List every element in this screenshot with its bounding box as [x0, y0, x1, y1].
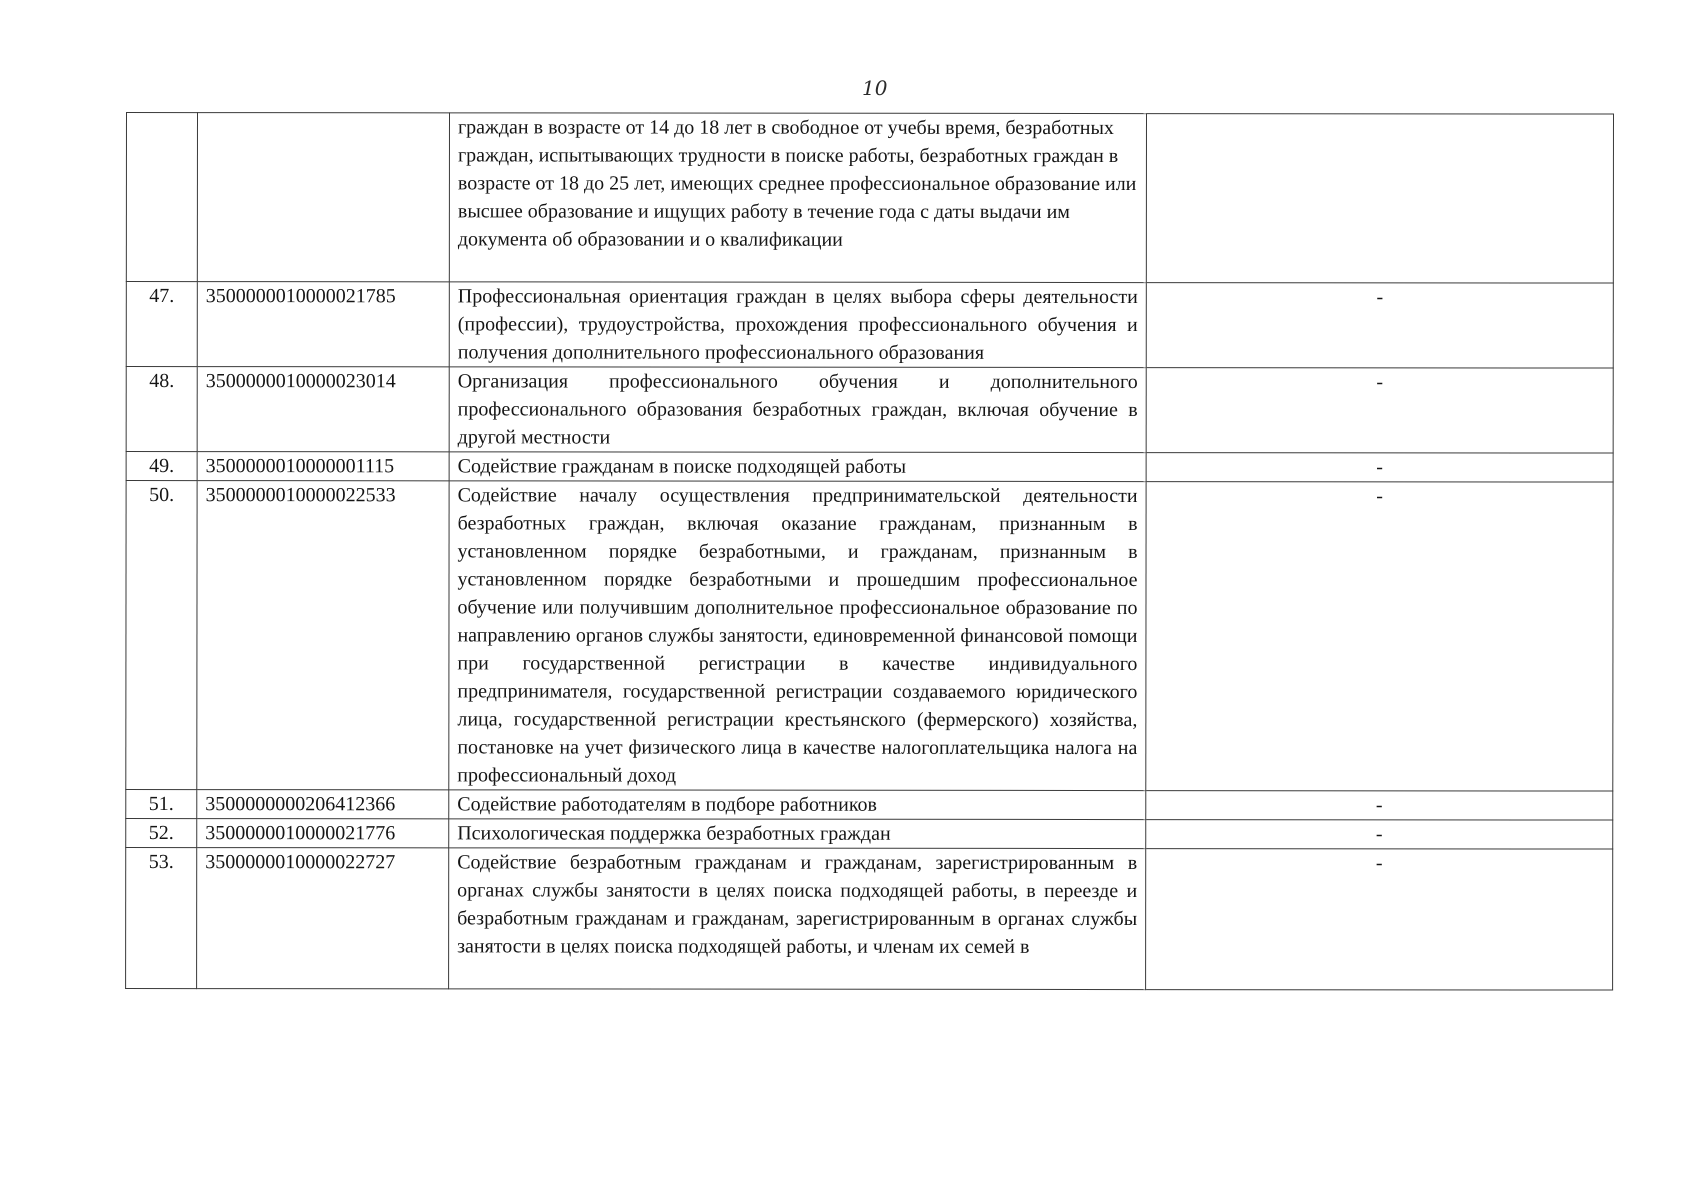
cell-note: -: [1146, 283, 1613, 368]
cell-number: 47.: [126, 282, 197, 367]
cell-number: 53.: [126, 848, 197, 989]
cell-code: 3500000010000022533: [197, 481, 449, 790]
table-row: [126, 282, 1613, 369]
cell-number: 48.: [126, 367, 197, 452]
cell-service-name: Психологическая поддержка безработных граждан: [449, 819, 1146, 849]
table-row-continuation: [126, 113, 1613, 284]
cell-note: -: [1146, 791, 1613, 820]
cell-code: 3500000010000021776: [197, 819, 449, 848]
table-row: [126, 367, 1613, 454]
table-row: [126, 481, 1613, 792]
cell-service-name: Содействие началу осуществления предпринимательской деятельности безработных граждан, включая оказание гражданам, признанным в установленном порядке безработными, и гражданам, признанным в установленном порядке безработными и прошедшим профессиональное обучение или получившим дополнительное профессиональное образование по направлению органов службы занятости, единовременной финансовой помощи при государственной регистрации в качестве индивидуального предпринимателя, государственной регистрации создаваемого юридического лица, государственной регистрации крестьянского (фермерского) хозяйства, постановке на учет физического лица в качестве налогоплательщика налога на профессиональный доход: [449, 481, 1146, 791]
cell-note: -: [1146, 368, 1613, 453]
cell-number: [126, 113, 197, 282]
cell-number: 52.: [126, 819, 197, 848]
cell-note: -: [1146, 820, 1613, 849]
cell-code: [197, 113, 449, 282]
cell-note: -: [1146, 453, 1613, 482]
cell-number: 49.: [126, 452, 197, 481]
table-row: [126, 790, 1613, 821]
cell-service-name: Профессиональная ориентация граждан в целях выбора сферы деятельности (профессии), трудоустройства, прохождения профессионального обучения и получения дополнительного профессионального образования: [449, 282, 1146, 368]
cell-note: -: [1146, 482, 1613, 791]
cell-service-name: Организация профессионального обучения и дополнительного профессионального образования безработных граждан, включая обучение в другой местности: [449, 367, 1146, 453]
table-row: [126, 819, 1613, 850]
cell-service-name: [449, 113, 1146, 283]
table-row: [126, 452, 1613, 483]
cell-number: 51.: [126, 790, 197, 819]
cell-code: 3500000010000022727: [197, 848, 449, 989]
cell-service-name: Содействие безработным гражданам и гражданам, зарегистрированным в органах службы занятости в целях поиска подходящей работы, в переезде и безработным гражданам и гражданам, зарегистрированным в органах службы занятости в целях поиска подходящей работы, и членам их семей в: [449, 848, 1146, 990]
services-registry-table: [125, 112, 1614, 991]
cell-code: 3500000010000001115: [197, 452, 449, 481]
page-number: 10: [862, 76, 888, 100]
cell-note: -: [1146, 849, 1613, 990]
cell-code: 3500000000206412366: [197, 790, 449, 819]
table-row: [126, 848, 1613, 991]
cell-service-name: Содействие гражданам в поиске подходящей работы: [449, 452, 1146, 482]
cell-note: [1146, 114, 1613, 283]
cell-code: 3500000010000021785: [197, 282, 449, 367]
cell-number: 50.: [126, 481, 197, 790]
cell-service-name: Содействие работодателям в подборе работников: [449, 790, 1146, 820]
service-name-text: граждан в возрасте от 14 до 18 лет в свободное от учебы время, безработных граждан, испытывающих трудности в поиске работы, безработных граждан в возрасте от 18 до 25 лет, имеющих среднее профессиональное образование или высшее образование и ищущих работу в течение года с даты выдачи им документа об образовании и о квалификации: [457, 116, 1137, 251]
cell-code: 3500000010000023014: [197, 367, 449, 452]
